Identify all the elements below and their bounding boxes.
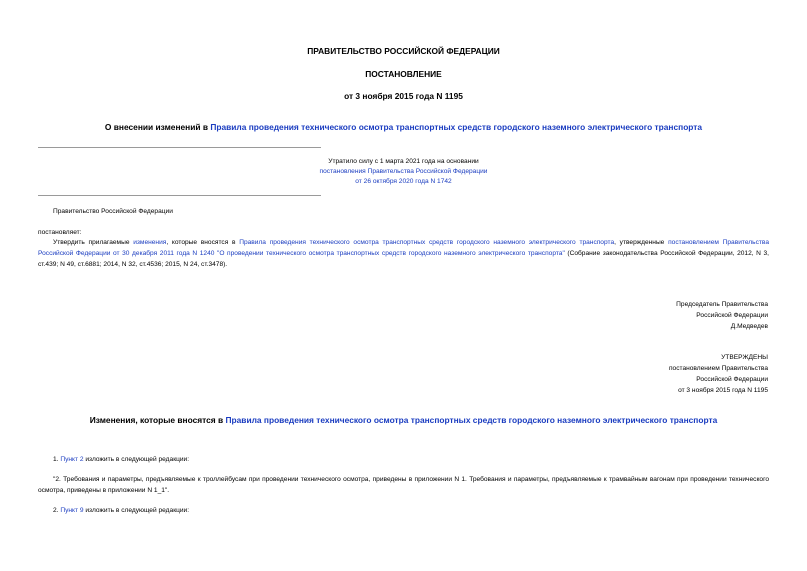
approved-country: Российской Федерации	[696, 376, 768, 383]
government-line: Правительство Российской Федерации	[53, 208, 173, 215]
rules-link-inline[interactable]: Правила проведения технического осмотра транспортных средств городского наземного электрического транспорта	[239, 239, 615, 246]
document-date-number: от 3 ноября 2015 года N 1195	[344, 91, 463, 101]
signature-country: Российской Федерации	[696, 312, 768, 319]
p1-text-b: , которые вносятся в	[166, 239, 240, 246]
expired-note-text: Утратило силу с 1 марта 2021 года на основании	[328, 158, 479, 165]
item-2	[53, 506, 189, 516]
p1-text-c: , утвержденные	[614, 239, 669, 246]
changes-rules-link[interactable]: Правила проведения технического осмотра транспортных средств городского наземного электрического транспорта	[225, 415, 718, 425]
p1-text-a: Утвердить прилагаемые	[53, 239, 134, 246]
changes-title	[0, 415, 807, 425]
resolution-paragraph	[38, 238, 769, 270]
changes-link[interactable]: изменения	[133, 239, 167, 246]
approved-by: постановлением Правительства	[668, 365, 768, 372]
signature-title: Председатель Правительства	[676, 301, 768, 308]
divider-bottom	[38, 195, 321, 196]
item-1-quote: "2. Требования и параметры, предъявляемые к троллейбусам при проведении технического осмотра, приведены в приложении N 1. Требования и параметры, предъявляемые к трамвайным вагонам при проведении технического осмотра, приведены в приложении N 1_1".	[38, 476, 769, 494]
approved-block	[669, 352, 768, 396]
item-1	[53, 455, 189, 465]
resolves-line: постановляет:	[38, 229, 82, 236]
signature-name: Д.Медведев	[730, 323, 768, 330]
document-title	[0, 122, 807, 132]
document-type: ПОСТАНОВЛЕНИЕ	[365, 69, 442, 79]
government-heading: ПРАВИТЕЛЬСТВО РОССИЙСКОЙ ФЕДЕРАЦИИ	[307, 46, 500, 56]
signature-block	[676, 299, 768, 332]
repeal-resolution-date-link[interactable]: от 26 октября 2020 года N 1742	[355, 178, 452, 185]
item-2-number: 2.	[53, 507, 61, 514]
resolution-1240-link[interactable]: постановлением Правительства Российской Федерации от 30 декабря 2011 года N 1240 "О проведении технического осмотра транспортных средств городского наземного электрического транспорта"	[38, 239, 769, 257]
repeal-resolution-link[interactable]: постановления Правительства Российской Федерации	[319, 168, 488, 175]
approved-date: от 3 ноября 2015 года N 1195	[678, 387, 768, 394]
item-2-text: изложить в следующей редакции:	[83, 507, 190, 514]
p1-text-d: (Собрание законодательства Российской Федерации, 2012, N 3, ст.439; N 49, ст.6881; 2014, N 32, ст.4536; 2015, N 24, ст.3478).	[38, 249, 769, 268]
item-1-text: изложить в следующей редакции:	[83, 456, 190, 463]
point-9-link[interactable]: Пункт 9	[60, 507, 84, 514]
document-title-prefix: О внесении изменений в	[104, 122, 211, 132]
item-1-number: 1.	[53, 456, 61, 463]
approved-title: УТВЕРЖДЕНЫ	[721, 354, 768, 361]
expired-note	[0, 157, 807, 187]
point-2-link[interactable]: Пункт 2	[60, 456, 84, 463]
changes-title-prefix: Изменения, которые вносятся в	[89, 415, 226, 425]
divider-top	[38, 147, 321, 148]
rules-link[interactable]: Правила проведения технического осмотра транспортных средств городского наземного электрического транспорта	[210, 122, 703, 132]
